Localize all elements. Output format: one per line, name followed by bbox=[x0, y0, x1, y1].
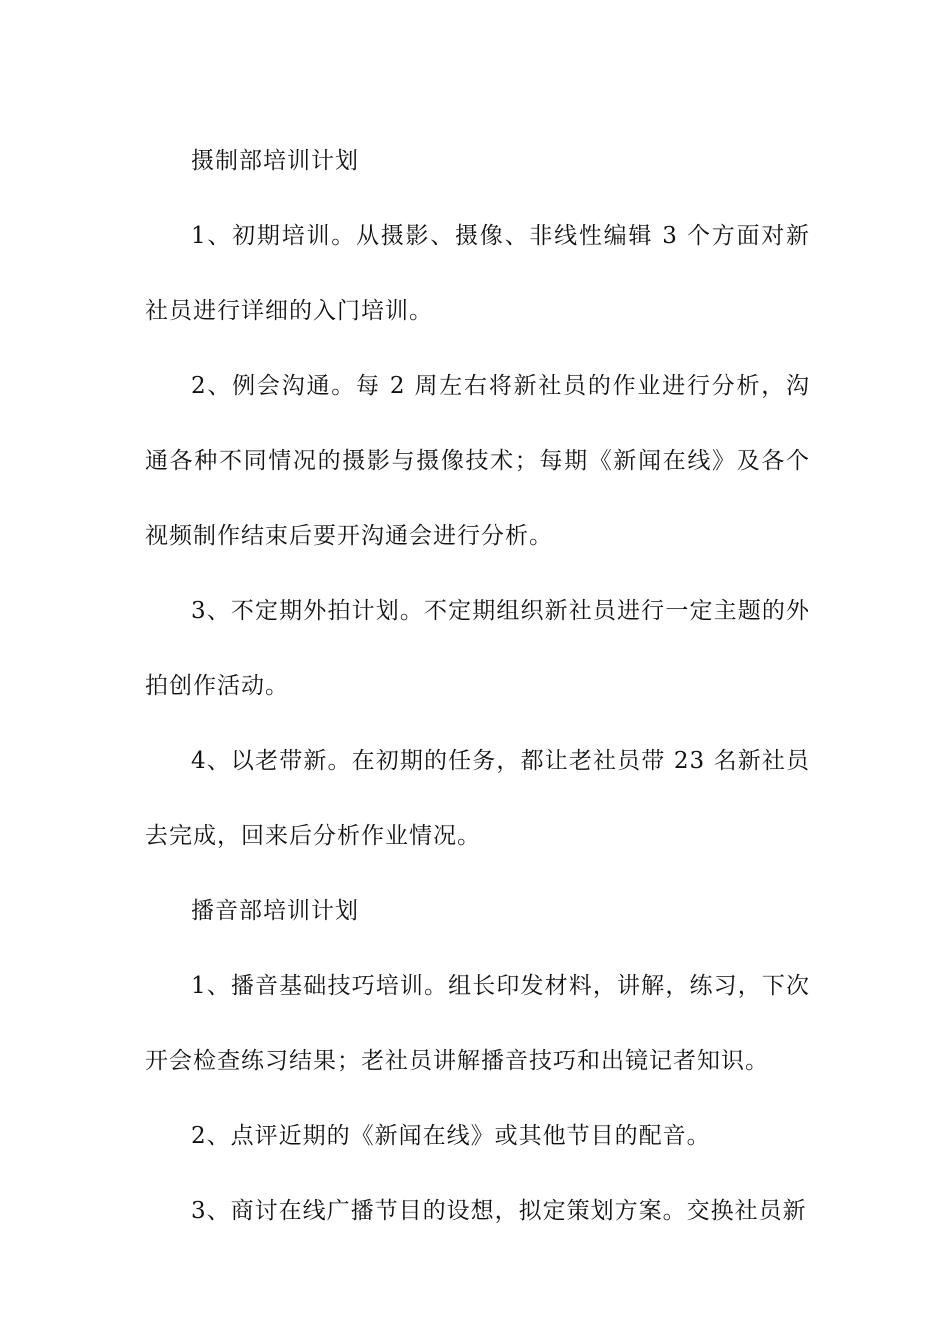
filming-item-2: 2、例会沟通。每 2 周左右将新社员的作业进行分析，沟通各种不同情况的摄影与摄像技术；每期《新闻在线》及各个视频制作结束后要开沟通会进行分析。 bbox=[145, 373, 810, 549]
filming-item-4: 4、以老带新。在初期的任务，都让老社员带 23 名新社员去完成，回来后分析作业情况。 bbox=[145, 748, 810, 849]
filming-item-3: 3、不定期外拍计划。不定期组织新社员进行一定主题的外拍创作活动。 bbox=[145, 598, 810, 699]
filming-item-1: 1、初期培训。从摄影、摄像、非线性编辑 3 个方面对新社员进行详细的入门培训。 bbox=[145, 223, 810, 324]
broadcasting-item-3: 3、商讨在线广播节目的设想，拟定策划方案。交换社员新 bbox=[191, 1198, 807, 1224]
section-title-filming: 摄制部培训计划 bbox=[191, 148, 359, 174]
broadcasting-item-1: 1、播音基础技巧培训。组长印发材料，讲解，练习，下次开会检查练习结果；老社员讲解播音技巧和出镜记者知识。 bbox=[145, 973, 810, 1074]
broadcasting-item-2: 2、点评近期的《新闻在线》或其他节目的配音。 bbox=[191, 1123, 711, 1149]
document-body bbox=[145, 124, 810, 1249]
section-title-broadcasting: 播音部培训计划 bbox=[191, 898, 359, 924]
